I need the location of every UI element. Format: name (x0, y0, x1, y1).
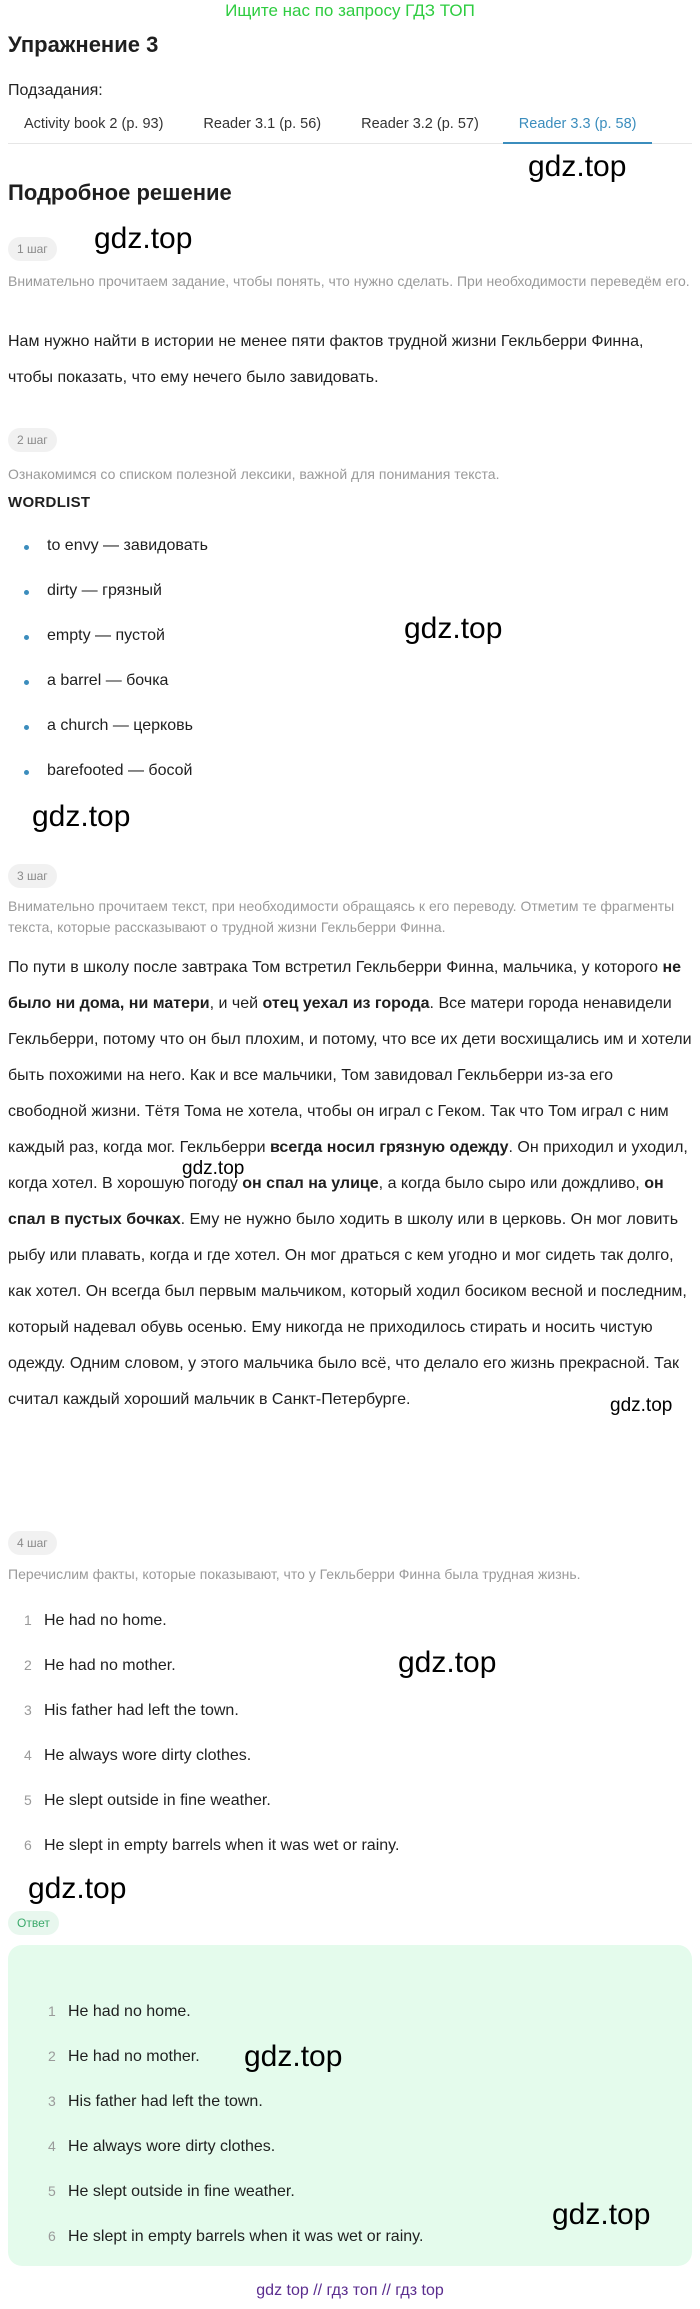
step-badge: 4 шаг (8, 1531, 57, 1555)
list-item: barefooted — босой (24, 762, 208, 807)
wordlist (24, 537, 208, 807)
subtasks-label: Подзадания: (8, 82, 103, 99)
footer-links[interactable]: gdz top // гдз топ // гдз top (256, 2282, 444, 2299)
list-item: dirty — грязный (24, 582, 208, 627)
bullet-icon (24, 635, 29, 640)
subtask-tabs (8, 108, 692, 144)
step-text: Нам нужно найти в истории не менее пяти фактов трудной жизни Гекльберри Финна, чтобы показать, что ему нечего было завидовать. (8, 333, 644, 386)
list-item: 3 His father had left the town. (48, 2093, 263, 2110)
bullet-icon (24, 725, 29, 730)
list-item: 5 He slept outside in fine weather. (48, 2183, 295, 2200)
list-item: a church — церковь (24, 717, 208, 762)
step-hint: Внимательно прочитаем задание, чтобы понять, что нужно сделать. При необходимости переведём его. (8, 273, 690, 289)
story-text: По пути в школу после завтрака Том встретил Гекльберри Финна, мальчика, у которого не было ни дома, ни матери, и чей отец уехал из города. Все матери города ненавидели Гекльберри, потому что он был плохим, и потому, что все их дети восхищались им и хотели быть похожими на него. Как и все мальчики, Том завидовал Гекльберри из-за его свободной жизни. Тётя Тома не хотела, чтобы он играл с Геком. Так что Том играл с ним каждый раз, когда мог. Гекльберри всегда носил грязную одежду. Он приходил и уходил, когда хотел. В хорошую погоду он спал на улице, а когда было сыро или дождливо, он спал в пустых бочках. Ему не нужно было ходить в школу или в церковь. Он мог ловить рыбу или плавать, когда и где хотел. Он мог драться с кем угодно и мог сидеть так долго, как хотел. Он всегда был первым мальчиком, который ходил босиком весной и последним, который надевал обувь осенью. Ему никогда не приходилось стирать и носить чистую одежду. Одним словом, у этого мальчика было всё, что делало его жизнь прекрасной. Так считал каждый хороший мальчик в Санкт-Петербурге. (8, 959, 692, 1408)
bullet-icon (24, 590, 29, 595)
list-item: 3 His father had left the town. (24, 1702, 239, 1719)
watermark: gdz.top (32, 800, 131, 833)
watermark: gdz.top (94, 222, 193, 255)
watermark: gdz.top (28, 1872, 127, 1905)
list-item: a barrel — бочка (24, 672, 208, 717)
section-title: Подробное решение (8, 180, 232, 205)
bullet-icon (24, 770, 29, 775)
page-title: Упражнение 3 (8, 32, 159, 57)
step-badge: 1 шаг (8, 237, 57, 261)
watermark: gdz.top (182, 1158, 245, 1179)
tab-reader-3-1[interactable]: Reader 3.1 (p. 56) (203, 116, 322, 132)
list-item: empty — пустой (24, 627, 208, 672)
list-item: 2 He had no mother. (48, 2048, 200, 2065)
bullet-icon (24, 680, 29, 685)
tab-reader-3-3[interactable]: Reader 3.3 (p. 58) (503, 108, 653, 144)
step-hint: Ознакомимся со списком полезной лексики, важной для понимания текста. (8, 466, 500, 482)
watermark: gdz.top (528, 150, 627, 183)
list-item: 1 He had no home. (24, 1612, 167, 1629)
wordlist-heading: WORDLIST (8, 494, 91, 511)
watermark: gdz.top (398, 1646, 497, 1679)
answer-badge: Ответ (8, 1911, 59, 1935)
tab-reader-3-2[interactable]: Reader 3.2 (p. 57) (361, 116, 479, 132)
list-item: 1 He had no home. (48, 2003, 191, 2020)
watermark: gdz.top (404, 612, 503, 645)
step-badge: 2 шаг (8, 428, 57, 452)
list-item: 5 He slept outside in fine weather. (24, 1792, 271, 1809)
answer-list (48, 2003, 423, 2273)
bullet-icon (24, 545, 29, 550)
list-item: 6 He slept in empty barrels when it was wet or rainy. (48, 2228, 424, 2245)
watermark: gdz.top (552, 2198, 651, 2231)
step-hint: Внимательно прочитаем текст, при необходимости обращаясь к его переводу. Отметим те фрагменты текста, которые рассказывают о трудной жизни Гекльберри Финна. (8, 898, 675, 935)
list-item: 6 He slept in empty barrels when it was wet or rainy. (24, 1837, 400, 1854)
facts-list (24, 1612, 399, 1882)
step-hint: Перечислим факты, которые показывают, что у Гекльберри Финна была трудная жизнь. (8, 1566, 581, 1582)
search-banner: Ищите нас по запросу ГДЗ ТОП (225, 1, 475, 20)
step-badge: 3 шаг (8, 864, 57, 888)
list-item: 4 He always wore dirty clothes. (24, 1747, 252, 1764)
list-item: 2 He had no mother. (24, 1657, 176, 1674)
tab-activity-book[interactable]: Activity book 2 (p. 93) (24, 116, 164, 132)
list-item: to envy — завидовать (24, 537, 208, 582)
watermark: gdz.top (610, 1395, 673, 1416)
watermark: gdz.top (244, 2040, 343, 2073)
list-item: 4 He always wore dirty clothes. (48, 2138, 276, 2155)
